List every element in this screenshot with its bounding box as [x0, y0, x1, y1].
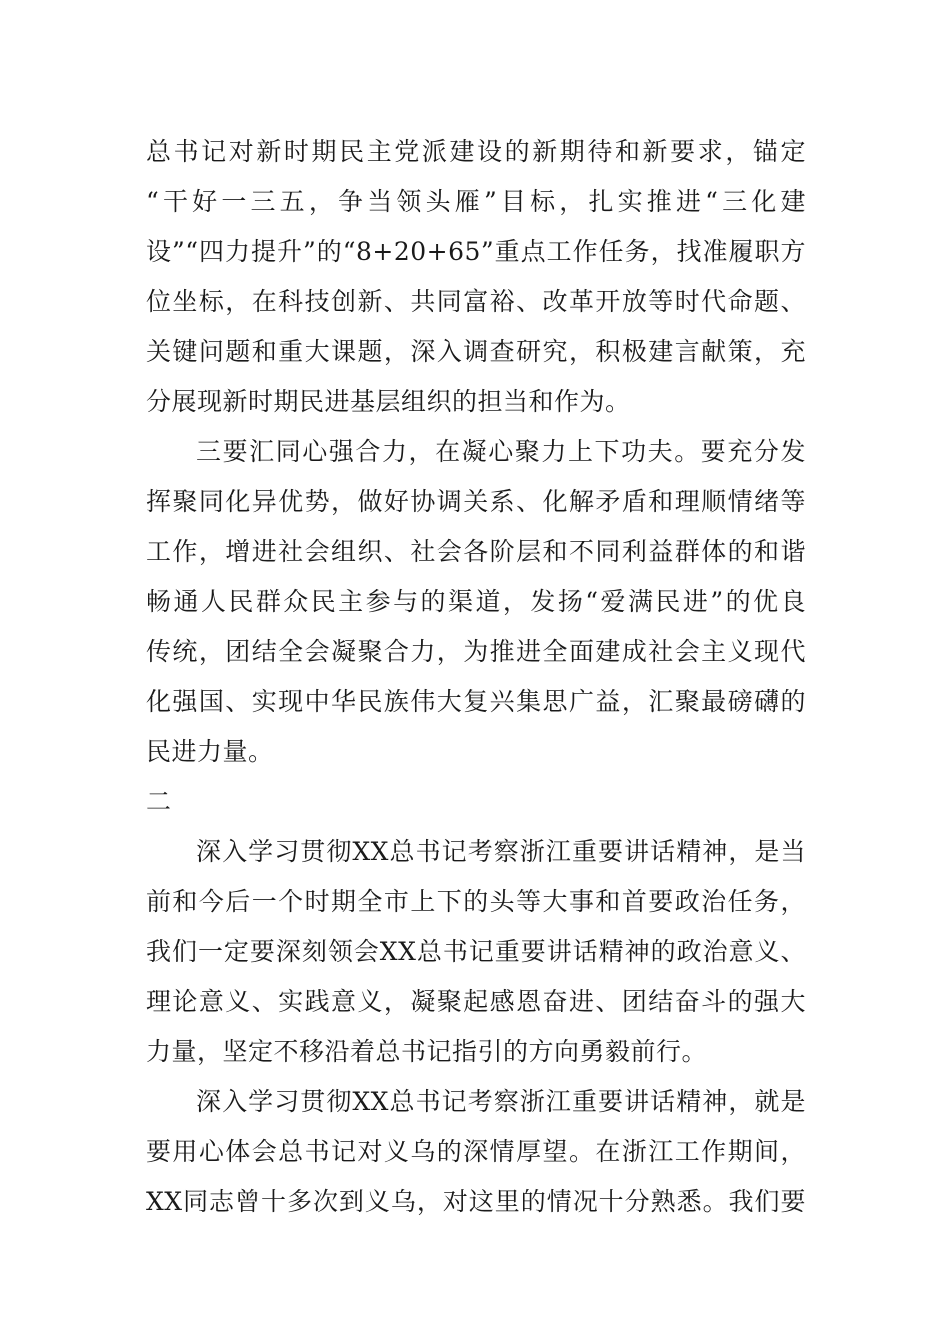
text-line: 要用心体会总书记对义乌的深情厚望。在浙江工作期间， — [146, 1137, 806, 1166]
text-line: 我们一定要深刻领会XX总书记重要讲话精神的政治意义、 — [146, 937, 806, 966]
text-line: 三要汇同心强合力，在凝心聚力上下功夫。要充分发 — [196, 437, 806, 466]
text-line: 深入学习贯彻XX总书记考察浙江重要讲话精神，就是 — [196, 1087, 806, 1116]
text-line: 力量，坚定不移沿着总书记指引的方向勇毅前行。 — [146, 1037, 708, 1066]
text-line: 前和今后一个时期全市上下的头等大事和首要政治任务， — [146, 887, 806, 916]
text-line: “干好一三五，争当领头雁”目标，扎实推进“三化建 — [146, 187, 806, 216]
text-line: XX同志曾十多次到义乌，对这里的情况十分熟悉。我们要 — [146, 1187, 806, 1216]
text-line: 总书记对新时期民主党派建设的新期待和新要求，锚定 — [146, 137, 806, 166]
paragraph-1 — [146, 127, 806, 427]
text-line: 工作，增进社会组织、社会各阶层和不同利益群体的和谐 — [146, 537, 806, 566]
text-line: 传统，团结全会凝聚合力，为推进全面建成社会主义现代 — [146, 637, 806, 666]
text-line: 理论意义、实践意义，凝聚起感恩奋进、团结奋斗的强大 — [146, 987, 806, 1016]
document-body — [146, 127, 806, 1227]
section-heading: 二 — [146, 787, 172, 816]
text-line: 关键问题和重大课题，深入调查研究，积极建言献策，充 — [146, 337, 806, 366]
text-line: 设”“四力提升”的“8+20+65”重点工作任务，找准履职方 — [146, 237, 806, 266]
text-line: 民进力量。 — [146, 737, 274, 766]
text-line: 挥聚同化异优势，做好协调关系、化解矛盾和理顺情绪等 — [146, 487, 806, 516]
paragraph-3 — [146, 827, 806, 1077]
paragraph-2 — [146, 427, 806, 777]
text-line: 分展现新时期民进基层组织的担当和作为。 — [146, 387, 631, 416]
text-line: 化强国、实现中华民族伟大复兴集思广益，汇聚最磅礴的 — [146, 687, 806, 716]
text-line: 畅通人民群众民主参与的渠道，发扬“爱满民进”的优良 — [146, 587, 806, 616]
text-line: 位坐标，在科技创新、共同富裕、改革开放等时代命题、 — [146, 287, 806, 316]
paragraph-4 — [146, 1077, 806, 1227]
text-line: 深入学习贯彻XX总书记考察浙江重要讲话精神，是当 — [196, 837, 806, 866]
